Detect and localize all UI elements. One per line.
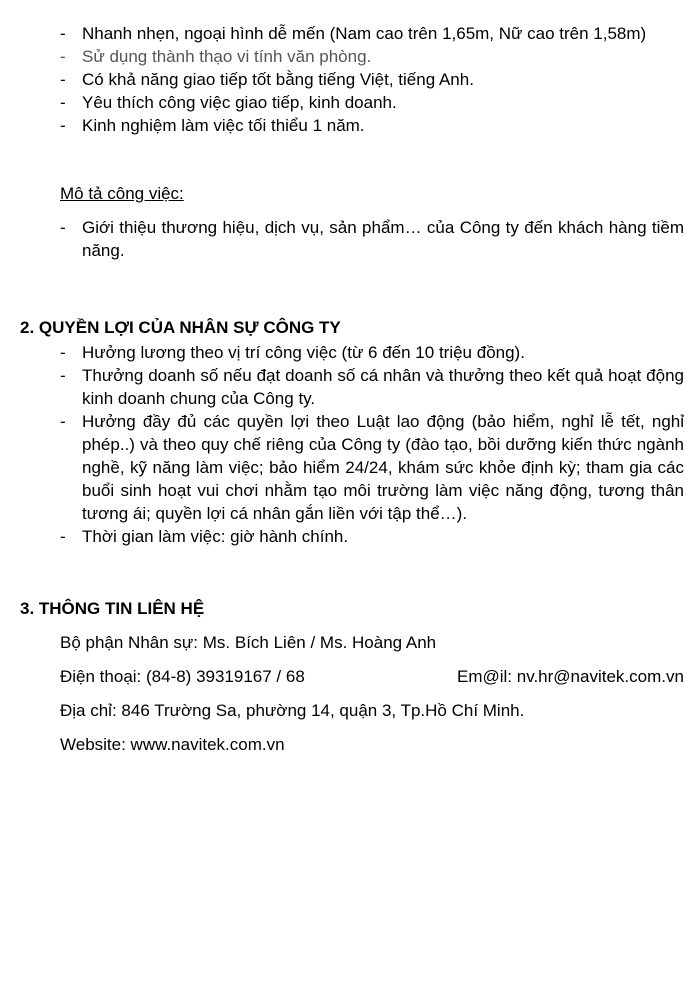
list-item: - Yêu thích công việc giao tiếp, kinh doanh.: [60, 91, 684, 114]
contact-address: Địa chỉ: 846 Trường Sa, phường 14, quận 3, Tp.Hồ Chí Minh.: [60, 701, 525, 720]
job-description-list: [60, 216, 684, 262]
list-item: - Giới thiệu thương hiệu, dịch vụ, sản phẩm… của Công ty đến khách hàng tiềm năng.: [60, 216, 684, 262]
list-item: - Thời gian làm việc: giờ hành chính.: [60, 525, 684, 548]
contact-website[interactable]: Website: www.navitek.com.vn: [60, 735, 285, 754]
list-item: - Có khả năng giao tiếp tốt bằng tiếng Việt, tiếng Anh.: [60, 68, 684, 91]
contact-department: Bộ phận Nhân sự: Ms. Bích Liên / Ms. Hoàng Anh: [60, 633, 437, 652]
requirements-list: [60, 22, 684, 137]
list-item: - Hưởng đầy đủ các quyền lợi theo Luật lao động (bảo hiểm, nghỉ lễ tết, nghỉ phép..) và theo quy chế riêng của Công ty (đào tạo, bồi dưỡng kiến thức ngành nghề, kỹ năng làm việc; bảo hiểm 24/24, khám sức khỏe định kỳ; tham gia các buổi sinh hoạt vui chơi nhằm tạo môi trường làm việc năng động, tương thân tương ái; quyền lợi cá nhân gắn liền với tập thể…).: [60, 410, 684, 525]
list-item: - Sử dụng thành thạo vi tính văn phòng.: [60, 45, 684, 68]
list-item: - Nhanh nhẹn, ngoại hình dễ mến (Nam cao trên 1,65m, Nữ cao trên 1,58m): [60, 22, 684, 45]
contact-heading: 3. THÔNG TIN LIÊN HỆ: [20, 599, 205, 618]
list-item: - Kinh nghiệm làm việc tối thiểu 1 năm.: [60, 114, 684, 137]
list-item: - Hưởng lương theo vị trí công việc (từ 6 đến 10 triệu đồng).: [60, 341, 684, 364]
job-description-heading: Mô tả công việc:: [60, 184, 184, 203]
list-item: - Thưởng doanh số nếu đạt doanh số cá nhân và thưởng theo kết quả hoạt động kinh doanh chung của Công ty.: [60, 364, 684, 410]
contact-phone: Điện thoại: (84-8) 39319167 / 68: [60, 667, 305, 686]
benefits-heading: 2. QUYỀN LỢI CỦA NHÂN SỰ CÔNG TY: [20, 318, 341, 337]
benefits-list: [60, 341, 684, 548]
contact-email[interactable]: Em@il: nv.hr@navitek.com.vn: [457, 667, 684, 686]
contact-phone-row: [60, 665, 684, 688]
